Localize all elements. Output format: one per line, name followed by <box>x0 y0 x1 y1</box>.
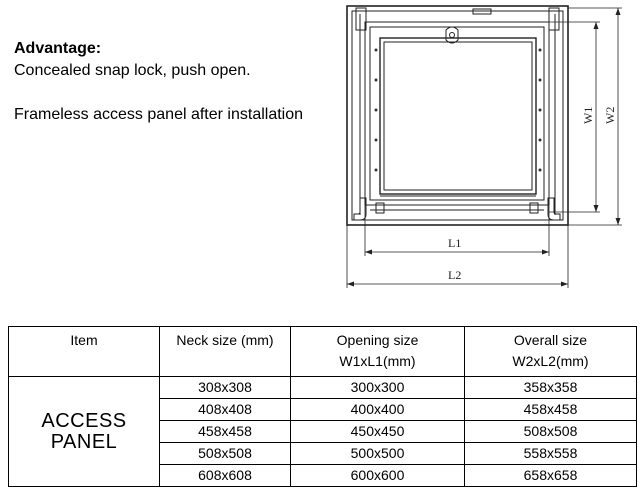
neck-cell: 608x608 <box>160 465 291 487</box>
door-panel-inner <box>384 42 532 190</box>
door-frame-inner <box>370 27 544 200</box>
overall-cell: 558x558 <box>465 443 637 465</box>
door-frame <box>365 22 549 205</box>
overall-cell: 358x358 <box>465 377 637 399</box>
opening-cell: 400x400 <box>291 399 465 421</box>
header-overall-size: Overall size W2xL2(mm) <box>465 327 637 377</box>
advantage-line-frameless: Frameless access panel after installation <box>14 106 304 123</box>
door-panel <box>380 38 536 194</box>
screws <box>375 49 542 172</box>
opening-cell: 500x500 <box>291 443 465 465</box>
advantage-line-snap-lock: Concealed snap lock, push open. <box>14 62 251 79</box>
left-latch <box>354 198 366 220</box>
size-spec-table <box>8 326 637 487</box>
item-name-cell: ACCESS PANEL <box>9 377 160 487</box>
neck-cell: 408x408 <box>160 399 291 421</box>
header-opening-size: Opening size W1xL1(mm) <box>291 327 465 377</box>
snap-lock-icon <box>446 27 458 43</box>
spacer <box>14 82 303 104</box>
opening-cell: 600x600 <box>291 465 465 487</box>
l1-label: L1 <box>448 236 462 250</box>
w2-label: W2 <box>603 106 617 124</box>
overall-cell: 458x458 <box>465 399 637 421</box>
opening-cell: 300x300 <box>291 377 465 399</box>
right-latch <box>548 198 560 220</box>
access-panel-drawing <box>330 0 640 292</box>
table-header-row <box>9 327 637 377</box>
l2-label: L2 <box>448 268 462 282</box>
neck-cell: 458x458 <box>160 421 291 443</box>
neck-cell: 308x308 <box>160 377 291 399</box>
overall-cell: 508x508 <box>465 421 637 443</box>
table-row <box>9 377 637 399</box>
header-item: Item <box>9 327 160 377</box>
header-neck-size: Neck size (mm) <box>160 327 291 377</box>
w1-label: W1 <box>581 106 595 124</box>
overall-cell: 658x658 <box>465 465 637 487</box>
advantage-title: Advantage: <box>14 40 102 57</box>
neck-cell: 508x508 <box>160 443 291 465</box>
advantage-text <box>14 38 303 126</box>
opening-cell: 450x450 <box>291 421 465 443</box>
